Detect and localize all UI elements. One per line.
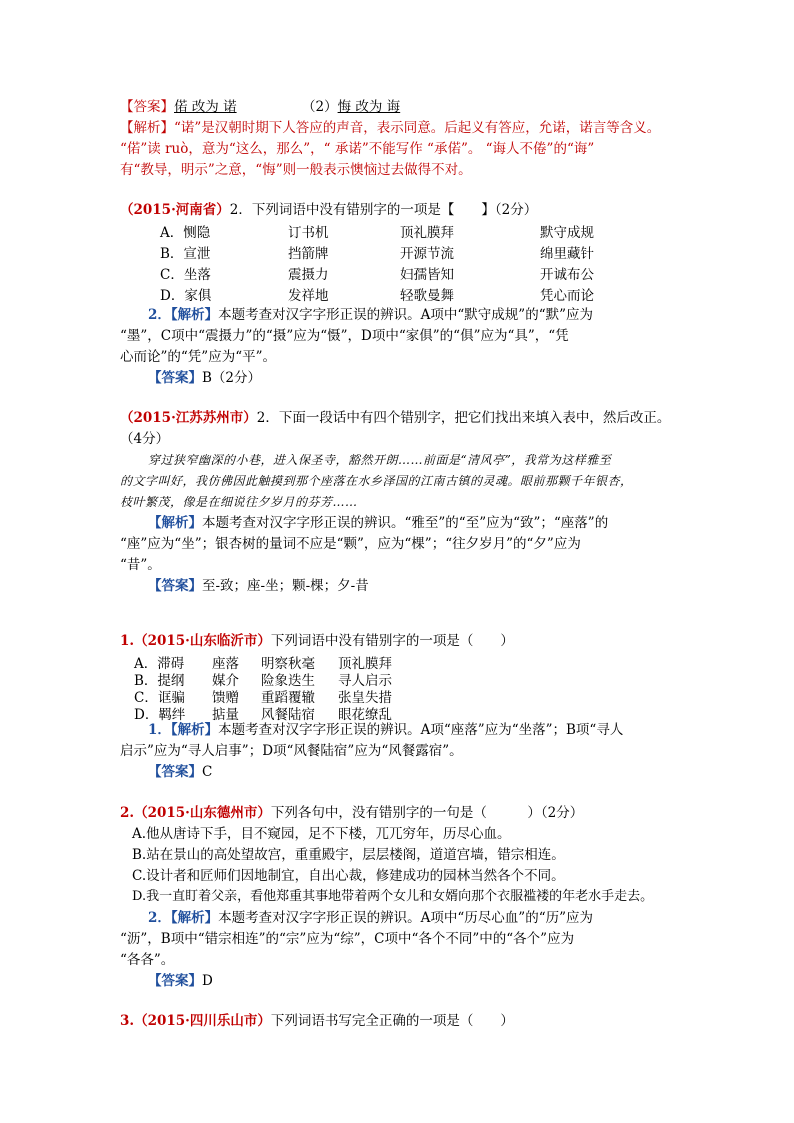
analysis-tag: 【解析】 <box>148 515 202 531</box>
option-a-item-2: 座落 <box>212 656 239 672</box>
question-number: 2. <box>120 805 135 821</box>
passage-line-1: 穿过狭窄幽深的小巷，进入保圣寺，豁然开朗……前面是“清风亭”，我常为这样雅至 <box>148 453 612 467</box>
analysis-line-3: 有“教导，明示”之意，“悔”则一般表示懊恼过去做得不对。 <box>120 162 472 178</box>
option-a-item-4: 顶礼膜拜 <box>338 656 392 672</box>
answer-line-2 <box>302 97 400 117</box>
option-b-item-4: 绵里藏针 <box>540 246 594 262</box>
source-label: （2015·山东临沂市） <box>134 633 271 649</box>
question-number: 1. <box>120 633 135 649</box>
option-d-item-4: 凭心而论 <box>540 288 594 304</box>
option-d-item-3: 风餐陆宿 <box>261 707 315 723</box>
option-c-item-1: C．诓骗 <box>134 690 185 706</box>
analysis-tag: 2．【解析】 <box>148 307 219 323</box>
passage-line-3: 枝叶繁茂，像是在细说往夕岁月的芬芳…… <box>120 495 358 509</box>
question-text: 2．下面一段话中有四个错别字，把它们找出来填入表中，然后改正。 <box>256 410 671 426</box>
source-label: （2015·山东德州市） <box>134 805 271 821</box>
analysis-text: “诺”是汉朝时期下人答应的声音，表示同意。后起义有答应，允诺，诺言等含义。 <box>174 120 661 136</box>
analysis-text: 本题考查对汉字字形正误的辨识。A项中“历尽心血”的“历”应为 <box>218 910 594 926</box>
question-number: 3. <box>120 1013 135 1029</box>
analysis-tag: 2．【解析】 <box>148 910 219 926</box>
answer-tag: 【答案】 <box>120 99 174 115</box>
option-b-item-1: B．宣泄 <box>160 246 211 262</box>
option-a-item-3: 明察秋毫 <box>261 656 315 672</box>
analysis-line-2: “偌”读 ruò，意为“这么，那么”，“ 承诺”不能写作 “承偌”。 “诲人不倦”的“诲” <box>120 141 595 157</box>
passage-line-2: 的文字叫好，我仿佛因此触摸到那个座落在水乡泽国的江南古镇的灵魂。眼前那颗千年银杏， <box>120 474 633 488</box>
answer-line <box>148 576 369 596</box>
answer-text: C <box>202 764 213 780</box>
option-c-item-4: 张皇失措 <box>338 690 392 706</box>
analysis-line-2: “沥”，B项中“错宗相连”的“宗”应为“综”，C项中“各个不同”中的“各个”应为 <box>120 931 575 947</box>
option-d-item-3: 轻歌曼舞 <box>400 288 454 304</box>
question-text: 2．下列词语中没有错别字的一项是【 】（2分） <box>229 202 538 218</box>
answer-tag: 【答案】 <box>148 973 202 989</box>
option-a-item-4: 默守成规 <box>540 225 594 241</box>
option-c-item-2: 馈赠 <box>212 690 239 706</box>
question-text: 下列词语书写完全正确的一项是（ ） <box>270 1013 514 1029</box>
option-b-item-4: 寻人启示 <box>338 673 392 689</box>
option-c-item-4: 开诚布公 <box>540 267 594 283</box>
analysis-line-1 <box>148 720 623 740</box>
source-label: （2015·四川乐山市） <box>134 1013 271 1029</box>
question-line <box>120 200 537 220</box>
option-b: B.站在景山的高处望故宫，重重殿宇，层层楼阁，道道宫墙，错宗相连。 <box>132 847 565 863</box>
analysis-line-1 <box>120 118 660 138</box>
option-c-item-3: 妇孺皆知 <box>400 267 454 283</box>
answer-2: 悔 改为 诲 <box>337 99 401 115</box>
analysis-tag: 【解析】 <box>120 120 174 136</box>
option-a-item-1: A．恻隐 <box>160 225 211 241</box>
analysis-line-2: “墨”，C项中“震摄力”的“摄”应为“慑”，D项中“家俱”的“俱”应为“具”，“凭 <box>120 328 569 344</box>
answer-text: 至-致；座-坐；颗-棵；夕-昔 <box>202 578 369 594</box>
question-line <box>120 803 583 823</box>
option-c-item-2: 震摄力 <box>288 267 329 283</box>
analysis-line-1 <box>148 513 608 533</box>
answer-2-num: （2） <box>302 99 338 115</box>
option-d-item-1: D．羁绊 <box>134 707 186 723</box>
answer-1: 偌 改为 诺 <box>174 99 237 115</box>
answer-line <box>148 971 213 991</box>
analysis-line-2: 启示”应为“寻人启事”；D项“风餐陆宿”应为“风餐露宿”。 <box>120 743 463 759</box>
option-b-item-3: 险象迭生 <box>261 673 315 689</box>
option-b-item-3: 开源节流 <box>400 246 454 262</box>
question-text: 下列各句中，没有错别字的一句是（ ）（2分） <box>270 805 584 821</box>
option-d-item-4: 眼花缭乱 <box>338 707 392 723</box>
analysis-text: 本题考查对汉字字形正误的辨识。A项中“默守成规”的“默”应为 <box>218 307 594 323</box>
option-c: C.设计者和匠师们因地制宜，自出心裁，修建成功的园林当然各个不同。 <box>132 868 565 884</box>
question-line <box>120 408 670 428</box>
option-b-item-1: B．提纲 <box>134 673 185 689</box>
option-b-item-2: 媒介 <box>212 673 239 689</box>
question-line <box>120 631 514 651</box>
option-a-item-3: 顶礼膜拜 <box>400 225 454 241</box>
option-a-item-1: A．滞碍 <box>134 656 185 672</box>
analysis-line-1 <box>148 908 593 928</box>
answer-text: D <box>202 973 213 989</box>
option-d-item-2: 掂量 <box>212 707 239 723</box>
question-line-2: （4分） <box>120 431 170 447</box>
analysis-line-1 <box>148 305 593 325</box>
analysis-text: 本题考查对汉字字形正误的辨识。A项“座落”应为“坐落”；B项“寻人 <box>218 722 624 738</box>
answer-tag: 【答案】 <box>148 578 202 594</box>
option-d-item-1: D．家俱 <box>160 288 212 304</box>
option-c-item-1: C．坐落 <box>160 267 211 283</box>
analysis-line-3: 心而论”的“凭”应为“平”。 <box>120 349 277 365</box>
option-d-item-2: 发祥地 <box>288 288 329 304</box>
answer-line <box>148 762 212 782</box>
option-d: D.我一直盯着父亲，看他郑重其事地带着两个女儿和女婿向那个衣服褴褛的年老水手走去。 <box>132 889 654 904</box>
source-label: （2015·江苏苏州市） <box>120 410 257 426</box>
question-text: 下列词语中没有错别字的一项是（ ） <box>270 633 514 649</box>
answer-text: B（2分） <box>202 370 262 386</box>
analysis-line-3: “各各”。 <box>120 952 175 968</box>
source-label: （2015·河南省） <box>120 202 230 218</box>
option-b-item-2: 挡箭牌 <box>288 246 329 262</box>
option-a: A.他从唐诗下手，目不窥园，足不下楼，兀兀穷年，历尽心血。 <box>132 826 511 842</box>
analysis-line-3: “昔”。 <box>120 557 161 573</box>
analysis-tag: 1．【解析】 <box>148 722 219 738</box>
answer-tag: 【答案】 <box>148 764 202 780</box>
option-c-item-3: 重蹈覆辙 <box>261 690 315 706</box>
option-a-item-2: 订书机 <box>288 225 329 241</box>
analysis-line-2: “座”应为“坐”；银杏树的量词不应是“颗”，应为“棵”；“往夕岁月”的“夕”应为 <box>120 536 581 552</box>
answer-line <box>120 97 237 117</box>
answer-tag: 【答案】 <box>148 370 202 386</box>
answer-line <box>148 368 261 388</box>
question-line <box>120 1011 514 1031</box>
analysis-text: 本题考查对汉字字形正误的辨识。“雅至”的“至”应为“致”；“座落”的 <box>202 515 609 531</box>
